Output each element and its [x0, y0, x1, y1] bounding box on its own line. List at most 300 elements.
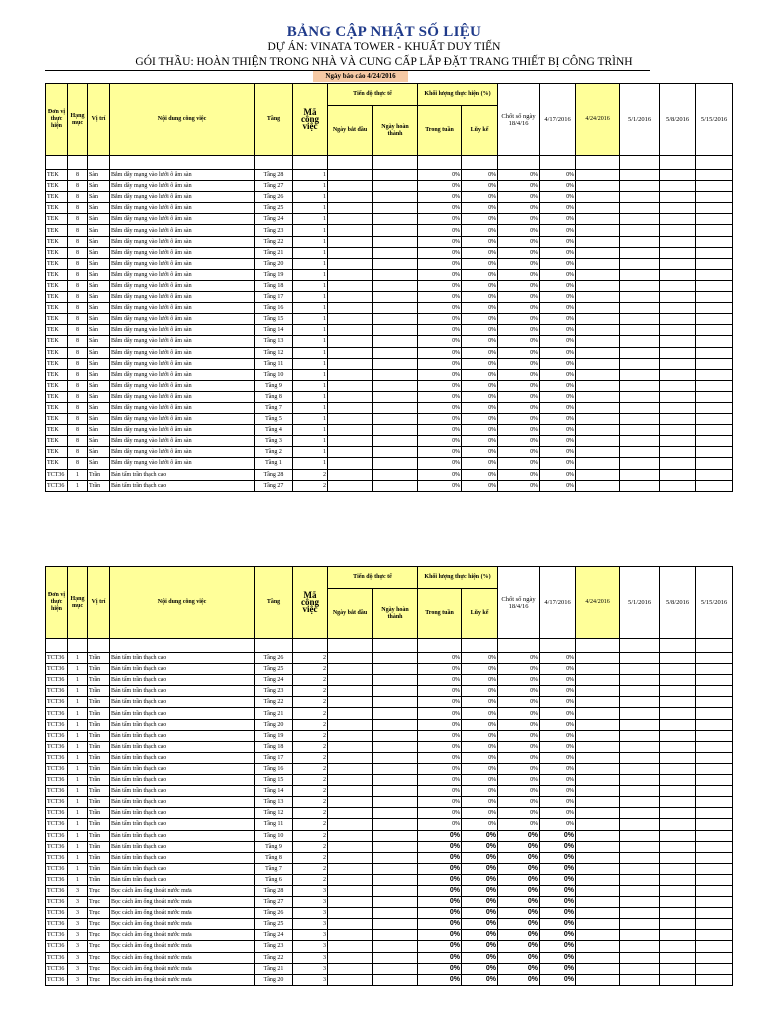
date3-cell[interactable] [620, 225, 660, 236]
date2-cell[interactable] [576, 675, 620, 686]
finish-date-cell[interactable] [373, 402, 418, 413]
date3-cell[interactable] [620, 214, 660, 225]
date2-cell[interactable] [576, 819, 620, 830]
start-date-cell[interactable] [328, 752, 373, 763]
date4-cell[interactable] [660, 214, 696, 225]
finish-date-cell[interactable] [373, 808, 418, 819]
date4-cell[interactable] [660, 258, 696, 269]
date2-cell[interactable] [576, 347, 620, 358]
start-date-cell[interactable] [328, 458, 373, 469]
date3-cell[interactable] [620, 380, 660, 391]
finish-date-cell[interactable] [373, 775, 418, 786]
date4-cell[interactable] [660, 974, 696, 985]
finish-date-cell[interactable] [373, 447, 418, 458]
date4-cell[interactable] [660, 708, 696, 719]
finish-date-cell[interactable] [373, 863, 418, 874]
date5-cell[interactable] [696, 730, 733, 741]
date2-cell[interactable] [576, 930, 620, 941]
start-date-cell[interactable] [328, 653, 373, 664]
date4-cell[interactable] [660, 719, 696, 730]
date4-cell[interactable] [660, 885, 696, 896]
date4-cell[interactable] [660, 236, 696, 247]
start-date-cell[interactable] [328, 247, 373, 258]
date4-cell[interactable] [660, 425, 696, 436]
date5-cell[interactable] [696, 741, 733, 752]
date2-cell[interactable] [576, 369, 620, 380]
date2-cell[interactable] [576, 447, 620, 458]
finish-date-cell[interactable] [373, 708, 418, 719]
date2-cell[interactable] [576, 247, 620, 258]
date3-cell[interactable] [620, 369, 660, 380]
date5-cell[interactable] [696, 347, 733, 358]
finish-date-cell[interactable] [373, 369, 418, 380]
finish-date-cell[interactable] [373, 919, 418, 930]
finish-date-cell[interactable] [373, 236, 418, 247]
date4-cell[interactable] [660, 852, 696, 863]
date2-cell[interactable] [576, 236, 620, 247]
start-date-cell[interactable] [328, 391, 373, 402]
date3-cell[interactable] [620, 414, 660, 425]
date3-cell[interactable] [620, 170, 660, 181]
date4-cell[interactable] [660, 414, 696, 425]
start-date-cell[interactable] [328, 170, 373, 181]
start-date-cell[interactable] [328, 425, 373, 436]
start-date-cell[interactable] [328, 480, 373, 491]
start-date-cell[interactable] [328, 763, 373, 774]
finish-date-cell[interactable] [373, 480, 418, 491]
date5-cell[interactable] [696, 885, 733, 896]
date3-cell[interactable] [620, 258, 660, 269]
date5-cell[interactable] [696, 469, 733, 480]
date3-cell[interactable] [620, 808, 660, 819]
finish-date-cell[interactable] [373, 930, 418, 941]
date3-cell[interactable] [620, 719, 660, 730]
date4-cell[interactable] [660, 930, 696, 941]
date4-cell[interactable] [660, 963, 696, 974]
date5-cell[interactable] [696, 181, 733, 192]
date5-cell[interactable] [696, 786, 733, 797]
finish-date-cell[interactable] [373, 469, 418, 480]
start-date-cell[interactable] [328, 775, 373, 786]
start-date-cell[interactable] [328, 303, 373, 314]
date3-cell[interactable] [620, 480, 660, 491]
finish-date-cell[interactable] [373, 830, 418, 841]
finish-date-cell[interactable] [373, 391, 418, 402]
date2-cell[interactable] [576, 897, 620, 908]
date4-cell[interactable] [660, 874, 696, 885]
date5-cell[interactable] [696, 414, 733, 425]
date4-cell[interactable] [660, 336, 696, 347]
date4-cell[interactable] [660, 763, 696, 774]
date4-cell[interactable] [660, 325, 696, 336]
start-date-cell[interactable] [328, 314, 373, 325]
date3-cell[interactable] [620, 741, 660, 752]
date2-cell[interactable] [576, 874, 620, 885]
finish-date-cell[interactable] [373, 874, 418, 885]
date2-cell[interactable] [576, 225, 620, 236]
date4-cell[interactable] [660, 919, 696, 930]
date5-cell[interactable] [696, 314, 733, 325]
date5-cell[interactable] [696, 830, 733, 841]
date4-cell[interactable] [660, 303, 696, 314]
date4-cell[interactable] [660, 391, 696, 402]
start-date-cell[interactable] [328, 447, 373, 458]
date4-cell[interactable] [660, 225, 696, 236]
date5-cell[interactable] [696, 458, 733, 469]
finish-date-cell[interactable] [373, 225, 418, 236]
finish-date-cell[interactable] [373, 763, 418, 774]
date4-cell[interactable] [660, 402, 696, 413]
finish-date-cell[interactable] [373, 203, 418, 214]
finish-date-cell[interactable] [373, 247, 418, 258]
start-date-cell[interactable] [328, 675, 373, 686]
date5-cell[interactable] [696, 974, 733, 985]
date2-cell[interactable] [576, 469, 620, 480]
date5-cell[interactable] [696, 402, 733, 413]
date2-cell[interactable] [576, 919, 620, 930]
finish-date-cell[interactable] [373, 730, 418, 741]
start-date-cell[interactable] [328, 469, 373, 480]
date4-cell[interactable] [660, 203, 696, 214]
date4-cell[interactable] [660, 808, 696, 819]
date3-cell[interactable] [620, 952, 660, 963]
date5-cell[interactable] [696, 775, 733, 786]
date5-cell[interactable] [696, 447, 733, 458]
start-date-cell[interactable] [328, 269, 373, 280]
date5-cell[interactable] [696, 708, 733, 719]
date4-cell[interactable] [660, 181, 696, 192]
date3-cell[interactable] [620, 730, 660, 741]
date3-cell[interactable] [620, 181, 660, 192]
date3-cell[interactable] [620, 347, 660, 358]
date2-cell[interactable] [576, 830, 620, 841]
start-date-cell[interactable] [328, 808, 373, 819]
date4-cell[interactable] [660, 247, 696, 258]
date2-cell[interactable] [576, 458, 620, 469]
date2-cell[interactable] [576, 653, 620, 664]
date5-cell[interactable] [696, 269, 733, 280]
start-date-cell[interactable] [328, 369, 373, 380]
date5-cell[interactable] [696, 841, 733, 852]
finish-date-cell[interactable] [373, 292, 418, 303]
start-date-cell[interactable] [328, 963, 373, 974]
finish-date-cell[interactable] [373, 325, 418, 336]
date4-cell[interactable] [660, 697, 696, 708]
date2-cell[interactable] [576, 786, 620, 797]
start-date-cell[interactable] [328, 280, 373, 291]
date5-cell[interactable] [696, 919, 733, 930]
date5-cell[interactable] [696, 719, 733, 730]
finish-date-cell[interactable] [373, 675, 418, 686]
start-date-cell[interactable] [328, 436, 373, 447]
date4-cell[interactable] [660, 653, 696, 664]
finish-date-cell[interactable] [373, 908, 418, 919]
date4-cell[interactable] [660, 797, 696, 808]
date4-cell[interactable] [660, 269, 696, 280]
start-date-cell[interactable] [328, 741, 373, 752]
finish-date-cell[interactable] [373, 458, 418, 469]
start-date-cell[interactable] [328, 797, 373, 808]
start-date-cell[interactable] [328, 852, 373, 863]
date2-cell[interactable] [576, 863, 620, 874]
start-date-cell[interactable] [328, 885, 373, 896]
date5-cell[interactable] [696, 752, 733, 763]
date2-cell[interactable] [576, 841, 620, 852]
date3-cell[interactable] [620, 664, 660, 675]
finish-date-cell[interactable] [373, 181, 418, 192]
start-date-cell[interactable] [328, 292, 373, 303]
date3-cell[interactable] [620, 469, 660, 480]
date5-cell[interactable] [696, 819, 733, 830]
date3-cell[interactable] [620, 908, 660, 919]
date3-cell[interactable] [620, 763, 660, 774]
date5-cell[interactable] [696, 247, 733, 258]
date4-cell[interactable] [660, 458, 696, 469]
finish-date-cell[interactable] [373, 686, 418, 697]
date4-cell[interactable] [660, 192, 696, 203]
date3-cell[interactable] [620, 775, 660, 786]
date4-cell[interactable] [660, 675, 696, 686]
date3-cell[interactable] [620, 752, 660, 763]
date4-cell[interactable] [660, 314, 696, 325]
finish-date-cell[interactable] [373, 425, 418, 436]
date3-cell[interactable] [620, 280, 660, 291]
date5-cell[interactable] [696, 664, 733, 675]
finish-date-cell[interactable] [373, 347, 418, 358]
date2-cell[interactable] [576, 292, 620, 303]
date2-cell[interactable] [576, 741, 620, 752]
finish-date-cell[interactable] [373, 786, 418, 797]
date5-cell[interactable] [696, 897, 733, 908]
finish-date-cell[interactable] [373, 436, 418, 447]
date2-cell[interactable] [576, 402, 620, 413]
finish-date-cell[interactable] [373, 952, 418, 963]
date5-cell[interactable] [696, 436, 733, 447]
date3-cell[interactable] [620, 402, 660, 413]
date2-cell[interactable] [576, 963, 620, 974]
date4-cell[interactable] [660, 741, 696, 752]
date2-cell[interactable] [576, 181, 620, 192]
date3-cell[interactable] [620, 336, 660, 347]
date4-cell[interactable] [660, 280, 696, 291]
date4-cell[interactable] [660, 436, 696, 447]
date3-cell[interactable] [620, 447, 660, 458]
date5-cell[interactable] [696, 852, 733, 863]
date5-cell[interactable] [696, 369, 733, 380]
date5-cell[interactable] [696, 653, 733, 664]
date2-cell[interactable] [576, 480, 620, 491]
date3-cell[interactable] [620, 941, 660, 952]
date5-cell[interactable] [696, 697, 733, 708]
start-date-cell[interactable] [328, 863, 373, 874]
date3-cell[interactable] [620, 236, 660, 247]
start-date-cell[interactable] [328, 919, 373, 930]
start-date-cell[interactable] [328, 358, 373, 369]
date5-cell[interactable] [696, 941, 733, 952]
date2-cell[interactable] [576, 203, 620, 214]
date2-cell[interactable] [576, 314, 620, 325]
finish-date-cell[interactable] [373, 214, 418, 225]
start-date-cell[interactable] [328, 708, 373, 719]
date5-cell[interactable] [696, 292, 733, 303]
finish-date-cell[interactable] [373, 941, 418, 952]
start-date-cell[interactable] [328, 952, 373, 963]
date2-cell[interactable] [576, 730, 620, 741]
date4-cell[interactable] [660, 775, 696, 786]
date2-cell[interactable] [576, 325, 620, 336]
date5-cell[interactable] [696, 675, 733, 686]
start-date-cell[interactable] [328, 203, 373, 214]
finish-date-cell[interactable] [373, 192, 418, 203]
date5-cell[interactable] [696, 170, 733, 181]
date4-cell[interactable] [660, 752, 696, 763]
date2-cell[interactable] [576, 258, 620, 269]
date4-cell[interactable] [660, 358, 696, 369]
start-date-cell[interactable] [328, 697, 373, 708]
finish-date-cell[interactable] [373, 336, 418, 347]
date3-cell[interactable] [620, 885, 660, 896]
date4-cell[interactable] [660, 841, 696, 852]
finish-date-cell[interactable] [373, 170, 418, 181]
start-date-cell[interactable] [328, 347, 373, 358]
date3-cell[interactable] [620, 314, 660, 325]
finish-date-cell[interactable] [373, 380, 418, 391]
start-date-cell[interactable] [328, 192, 373, 203]
finish-date-cell[interactable] [373, 664, 418, 675]
date5-cell[interactable] [696, 192, 733, 203]
start-date-cell[interactable] [328, 181, 373, 192]
date2-cell[interactable] [576, 952, 620, 963]
date3-cell[interactable] [620, 292, 660, 303]
date2-cell[interactable] [576, 708, 620, 719]
date2-cell[interactable] [576, 269, 620, 280]
finish-date-cell[interactable] [373, 653, 418, 664]
date3-cell[interactable] [620, 974, 660, 985]
date5-cell[interactable] [696, 303, 733, 314]
start-date-cell[interactable] [328, 819, 373, 830]
date4-cell[interactable] [660, 369, 696, 380]
date5-cell[interactable] [696, 236, 733, 247]
date3-cell[interactable] [620, 203, 660, 214]
start-date-cell[interactable] [328, 941, 373, 952]
start-date-cell[interactable] [328, 686, 373, 697]
start-date-cell[interactable] [328, 874, 373, 885]
date2-cell[interactable] [576, 752, 620, 763]
date3-cell[interactable] [620, 963, 660, 974]
start-date-cell[interactable] [328, 719, 373, 730]
date5-cell[interactable] [696, 863, 733, 874]
date2-cell[interactable] [576, 170, 620, 181]
date3-cell[interactable] [620, 686, 660, 697]
date5-cell[interactable] [696, 930, 733, 941]
start-date-cell[interactable] [328, 786, 373, 797]
date3-cell[interactable] [620, 852, 660, 863]
date2-cell[interactable] [576, 908, 620, 919]
date2-cell[interactable] [576, 719, 620, 730]
start-date-cell[interactable] [328, 730, 373, 741]
start-date-cell[interactable] [328, 325, 373, 336]
start-date-cell[interactable] [328, 214, 373, 225]
finish-date-cell[interactable] [373, 269, 418, 280]
finish-date-cell[interactable] [373, 303, 418, 314]
date4-cell[interactable] [660, 380, 696, 391]
date3-cell[interactable] [620, 358, 660, 369]
date2-cell[interactable] [576, 852, 620, 863]
start-date-cell[interactable] [328, 380, 373, 391]
date2-cell[interactable] [576, 214, 620, 225]
start-date-cell[interactable] [328, 830, 373, 841]
finish-date-cell[interactable] [373, 963, 418, 974]
date5-cell[interactable] [696, 280, 733, 291]
date2-cell[interactable] [576, 336, 620, 347]
date5-cell[interactable] [696, 874, 733, 885]
finish-date-cell[interactable] [373, 841, 418, 852]
start-date-cell[interactable] [328, 236, 373, 247]
start-date-cell[interactable] [328, 402, 373, 413]
date5-cell[interactable] [696, 797, 733, 808]
date4-cell[interactable] [660, 292, 696, 303]
finish-date-cell[interactable] [373, 819, 418, 830]
date3-cell[interactable] [620, 863, 660, 874]
date3-cell[interactable] [620, 653, 660, 664]
finish-date-cell[interactable] [373, 897, 418, 908]
date3-cell[interactable] [620, 919, 660, 930]
date2-cell[interactable] [576, 436, 620, 447]
date5-cell[interactable] [696, 808, 733, 819]
date3-cell[interactable] [620, 830, 660, 841]
date3-cell[interactable] [620, 697, 660, 708]
finish-date-cell[interactable] [373, 797, 418, 808]
date3-cell[interactable] [620, 819, 660, 830]
date3-cell[interactable] [620, 269, 660, 280]
date5-cell[interactable] [696, 480, 733, 491]
date2-cell[interactable] [576, 280, 620, 291]
finish-date-cell[interactable] [373, 258, 418, 269]
finish-date-cell[interactable] [373, 974, 418, 985]
start-date-cell[interactable] [328, 664, 373, 675]
date2-cell[interactable] [576, 775, 620, 786]
date5-cell[interactable] [696, 203, 733, 214]
date3-cell[interactable] [620, 303, 660, 314]
finish-date-cell[interactable] [373, 280, 418, 291]
date2-cell[interactable] [576, 664, 620, 675]
date2-cell[interactable] [576, 358, 620, 369]
date2-cell[interactable] [576, 763, 620, 774]
start-date-cell[interactable] [328, 930, 373, 941]
date3-cell[interactable] [620, 708, 660, 719]
date4-cell[interactable] [660, 952, 696, 963]
date3-cell[interactable] [620, 930, 660, 941]
date3-cell[interactable] [620, 675, 660, 686]
finish-date-cell[interactable] [373, 697, 418, 708]
date4-cell[interactable] [660, 730, 696, 741]
date4-cell[interactable] [660, 786, 696, 797]
date4-cell[interactable] [660, 347, 696, 358]
date4-cell[interactable] [660, 897, 696, 908]
date4-cell[interactable] [660, 686, 696, 697]
date4-cell[interactable] [660, 447, 696, 458]
start-date-cell[interactable] [328, 897, 373, 908]
date4-cell[interactable] [660, 469, 696, 480]
date4-cell[interactable] [660, 819, 696, 830]
finish-date-cell[interactable] [373, 885, 418, 896]
date3-cell[interactable] [620, 192, 660, 203]
date4-cell[interactable] [660, 664, 696, 675]
date3-cell[interactable] [620, 874, 660, 885]
date4-cell[interactable] [660, 480, 696, 491]
date3-cell[interactable] [620, 797, 660, 808]
date5-cell[interactable] [696, 336, 733, 347]
